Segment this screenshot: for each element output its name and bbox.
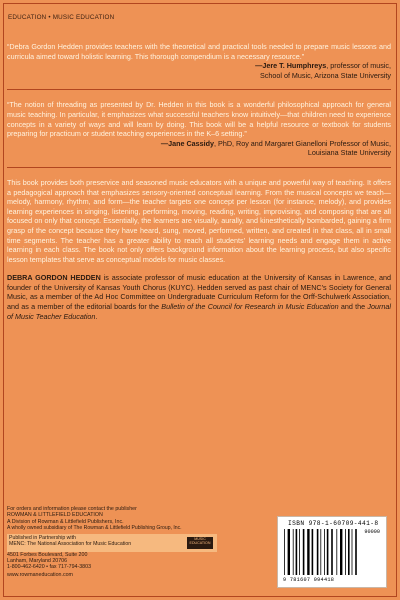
barcode-bar <box>307 529 309 575</box>
quote-2: “The notion of threading as presented by Dr. Hedden in this book is a wonderful philosophical approach for general music teaching. In particular, it emphasizes what successful teachers know intuitively—that children need to experience concepts in a variety of ways and will learn by doing. This book will be a helpful resource or textbook for students preparing for practicum or student teaching experiences in the K–6 setting.” <box>7 100 391 139</box>
isbn-text: ISBN 978-1-60709-441-8 <box>288 520 379 527</box>
barcode-bar <box>340 529 342 575</box>
bio-text: is associate professor of music education at the University of Kansas in Lawrence, and founder of the University of Kansas Youth Chorus (KUYC). Hedden served as past chair of MENC’s Society for General Music, as a member of the Ad Hoc Committee on Undergraduate Curriculum Reform for the Orff-Schulwerk Association, and as a member of the editorial boards for the <box>7 273 391 312</box>
barcode-bar <box>355 529 357 575</box>
quote-2-affiliation: Louisiana State University <box>307 148 391 158</box>
barcode-bar <box>296 529 298 575</box>
barcode-bar <box>284 529 285 575</box>
publisher-phone: 1-800-462-6420 • fax 717-794-3803 <box>7 564 92 571</box>
partner-line: Published in Partnership with <box>9 534 76 541</box>
barcode-bar <box>348 529 350 575</box>
barcode-bar <box>317 529 319 575</box>
divider <box>7 89 391 90</box>
partner-box <box>7 534 217 552</box>
barcode-bar <box>312 529 314 575</box>
publisher-url: www.rowmaneducation.com <box>7 571 73 578</box>
publisher-subsidiary: A wholly owned subsidiary of The Rowman & Littlefield Publishing Group, Inc. <box>7 525 182 532</box>
barcode-digits: 9 781607 094418 <box>283 577 335 583</box>
publisher-footer <box>7 506 391 592</box>
author-name: DEBRA GORDON HEDDEN <box>7 273 101 283</box>
book-description: This book provides both preservice and seasoned music educators with a unique and powerful way of teaching. It offers a pedagogical approach that emphasizes sensory-oriented conceptual learning. From the musical concepts we teach—melody, harmony, rhythm, and form—the teacher targets one concept per lesson (for instance, melody), and provides learning experiences in singing, listening, performing, moving, reading, writing, improvising, and composing that are all focused on only that concept. Essentially, the learners are visually, aurally, and kinesthetically bombarded, gaining a firm grasp of the concept because they have heard, sung, moved, performed, written, and created in that class, all in small time segments. The teacher has a greater ability to reach all students’ learning needs and engage them in active learning in each class. The book not only offers background information about the learning process, but also specific lesson templates that serve as conceptual models for music classes. <box>7 177 391 264</box>
bio-text: and the <box>338 302 368 312</box>
barcode-bars <box>284 529 358 577</box>
barcode <box>277 516 387 588</box>
partner-text <box>7 534 217 547</box>
publisher-name: ROWMAN & LITTLEFIELD EDUCATION <box>7 512 103 519</box>
quote-2-author: —Jane Cassidy <box>160 138 215 148</box>
barcode-bar <box>293 529 294 575</box>
author-bio <box>7 273 391 321</box>
menc-logo: MUSIC EDUCATION <box>187 537 213 549</box>
quote-1-author: —Jere T. Humphreys <box>255 61 327 71</box>
publisher-division: A Division of Rowman & Littlefield Publishers, Inc. <box>7 518 124 525</box>
quote-1-attribution <box>7 61 391 80</box>
back-cover-content <box>7 14 391 321</box>
quote-1-affiliation: School of Music, Arizona State University <box>259 70 391 80</box>
quote-1-role: , professor of music, <box>326 61 391 71</box>
publisher-city: Lanham, Maryland 20706 <box>7 558 68 565</box>
barcode-bar <box>327 529 329 575</box>
quote-2-role: , PhD, Roy and Margaret Gianelloni Professor of Music, <box>214 138 391 148</box>
barcode-bar <box>288 529 290 575</box>
price-code: 90000 <box>364 529 380 535</box>
journal-title: Bulletin of the Council for Research in Music Education <box>161 302 339 312</box>
divider <box>7 167 391 168</box>
barcode-bar <box>299 529 300 575</box>
partner-line: MENC: The National Association for Music Education <box>9 540 132 547</box>
bio-text: . <box>95 311 98 321</box>
publisher-address: 4501 Forbes Boulevard, Suite 200 <box>7 551 88 558</box>
barcode-bar <box>331 529 333 575</box>
barcode-bar <box>345 529 346 575</box>
quote-1: “Debra Gordon Hedden provides teachers with the theoretical and practical tools needed to prepare music lessons and curricula aimed toward holistic learning. This thorough compendium is a necessary resource.” <box>7 42 391 61</box>
barcode-bar <box>324 529 325 575</box>
publisher-contact: For orders and information please contact the publisher <box>7 506 137 512</box>
category-label: EDUCATION • MUSIC EDUCATION <box>8 14 115 21</box>
barcode-bar <box>336 529 337 575</box>
barcode-bar <box>303 529 305 575</box>
barcode-bar <box>320 529 321 575</box>
quote-2-attribution <box>7 139 391 158</box>
barcode-bar <box>352 529 353 575</box>
journal-title: Journal of Music Teacher Education <box>7 302 391 321</box>
